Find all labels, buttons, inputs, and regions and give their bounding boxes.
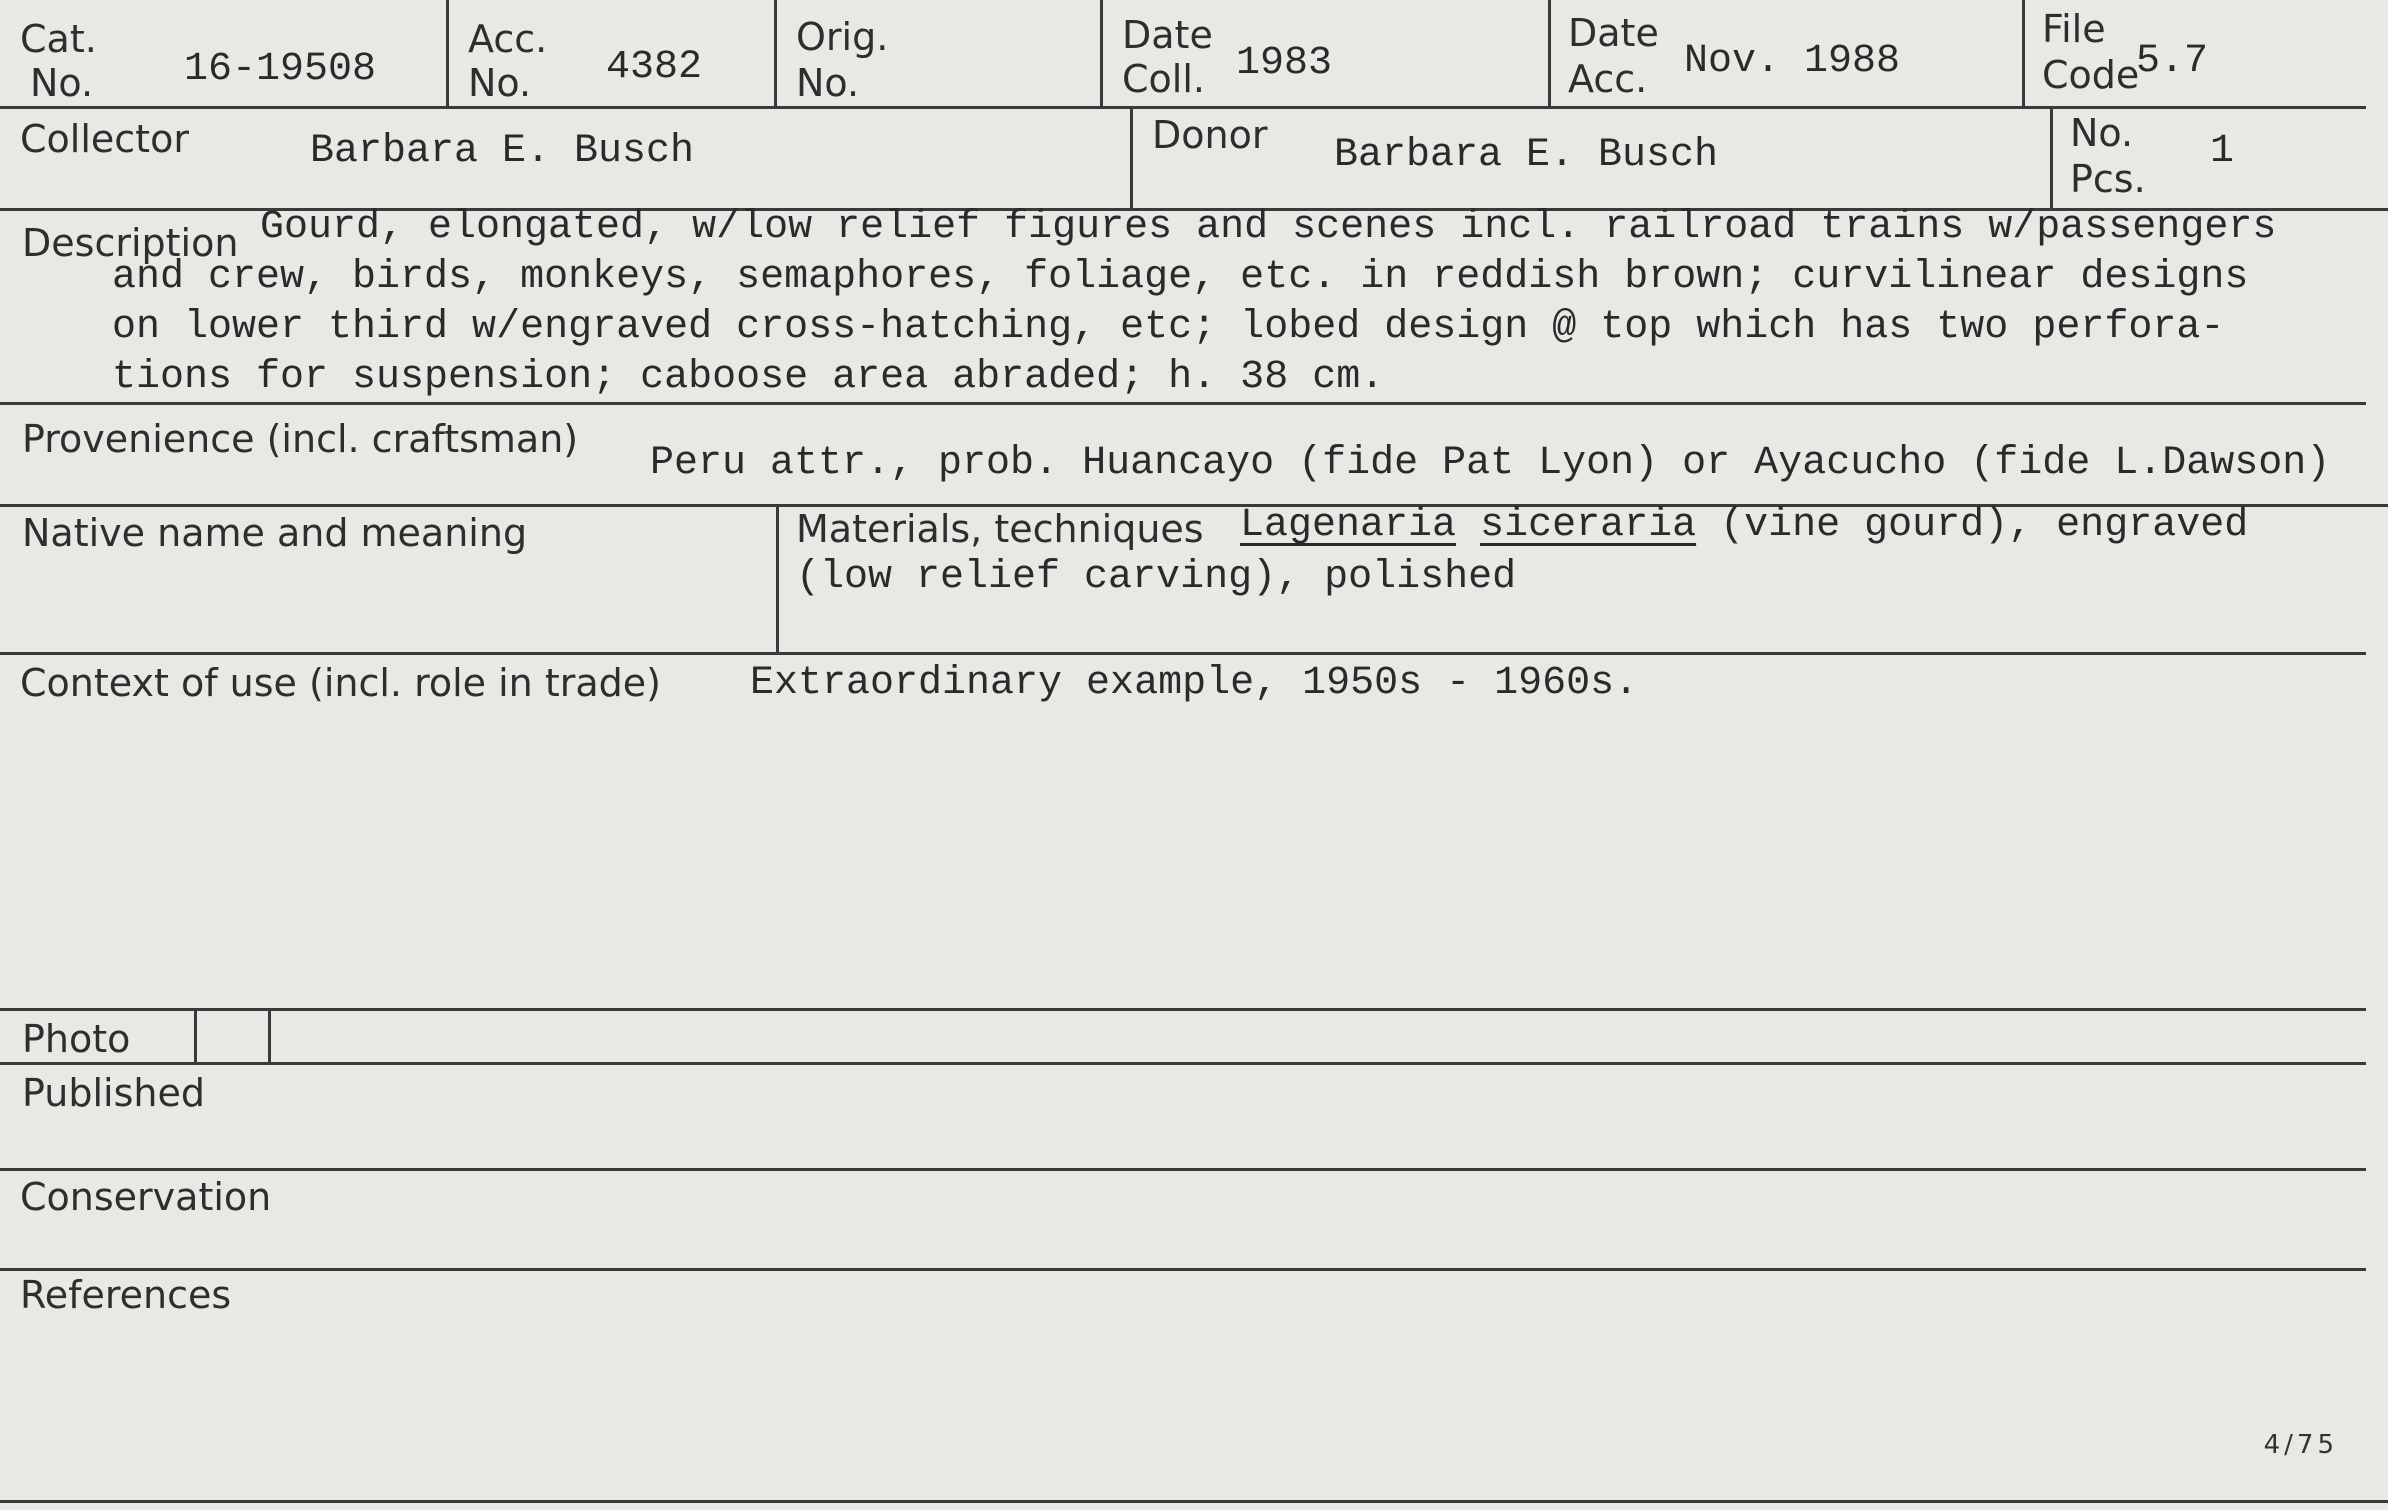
rule-published-bottom [0,1168,2366,1171]
provenience-value: Peru attr., prob. Huancayo (fide Pat Lyon) or Ayacucho (fide L.Dawson) [650,441,2331,486]
materials-label: Materials, techniques [796,507,1204,551]
context-label: Context of use (incl. role in trade) [20,661,661,705]
orig-no-label-2: No. [796,61,860,105]
description-line-2: and crew, birds, monkeys, semaphores, foliage, etc. in reddish brown; curvilinear designs [112,255,2249,300]
materials-species: siceraria [1480,503,1697,548]
file-code-label-2: Code [2042,53,2140,97]
acc-no-value: 4382 [606,45,703,90]
published-label: Published [22,1071,205,1115]
references-label: References [20,1273,232,1317]
acc-no-label-2: No. [468,61,532,105]
rule-photo-bottom [0,1062,2366,1065]
native-name-label: Native name and meaning [22,511,528,555]
cat-no-label-2: No. [30,61,94,105]
date-coll-label-2: Coll. [1122,57,1205,101]
rule-description-bottom [0,402,2366,405]
rule-v-acc [774,0,777,108]
file-code-value: 5.7 [2136,39,2209,84]
donor-value: Barbara E. Busch [1334,133,1719,178]
rule-v-photo-2 [268,1010,271,1064]
pcs-label: No. [2070,111,2134,155]
file-code-label: File [2042,7,2106,51]
rule-v-cat [446,0,449,108]
rule-v-collector [1130,106,1133,208]
rule-v-datecoll [1548,0,1551,108]
card-stamp: 4/75 [2263,1430,2338,1460]
date-coll-value: 1983 [1236,41,1333,86]
context-value: Extraordinary example, 1950s - 1960s. [750,661,1639,706]
collector-value: Barbara E. Busch [310,129,695,174]
description-line-3: on lower third w/engraved cross-hatching, etc; lobed design @ top which has two perfora- [112,305,2225,350]
rule-native-bottom [0,652,2366,655]
rule-v-orig [1100,0,1103,108]
rule-v-donor [2050,106,2053,208]
pcs-label-2: Pcs. [2070,157,2146,201]
date-acc-label: Date [1568,11,1659,55]
rule-context-bottom [0,1008,2366,1011]
collector-label: Collector [20,117,189,161]
materials-genus: Lagenaria [1240,503,1457,548]
rule-card-bottom [0,1500,2388,1503]
description-line-1: Gourd, elongated, w/low relief figures and scenes incl. railroad trains w/passengers [260,205,2277,250]
description-label: Description [22,221,239,265]
acc-no-label: Acc. [468,17,548,61]
rule-v-dateacc [2022,0,2025,108]
materials-line-1 [1240,502,2248,550]
materials-line-2: (low relief carving), polished [796,555,1517,600]
photo-label: Photo [22,1017,131,1061]
rule-header-bottom [0,106,2366,109]
orig-no-label: Orig. [796,15,889,59]
materials-rest: (vine gourd), engraved [1720,503,2249,548]
rule-v-native [776,504,779,654]
provenience-label: Provenience (incl. craftsman) [22,417,579,461]
rule-conservation-bottom [0,1268,2366,1271]
date-acc-label-2: Acc. [1568,57,1648,101]
rule-v-photo-1 [194,1010,197,1064]
pcs-value: 1 [2210,129,2235,174]
conservation-label: Conservation [20,1175,272,1219]
date-coll-label: Date [1122,13,1213,57]
cat-no-value: 16-19508 [184,47,377,92]
cat-no-label: Cat. [20,17,97,61]
donor-label: Donor [1152,113,1268,157]
description-line-4: tions for suspension; caboose area abraded; h. 38 cm. [112,355,1385,400]
date-acc-value: Nov. 1988 [1684,39,1901,84]
